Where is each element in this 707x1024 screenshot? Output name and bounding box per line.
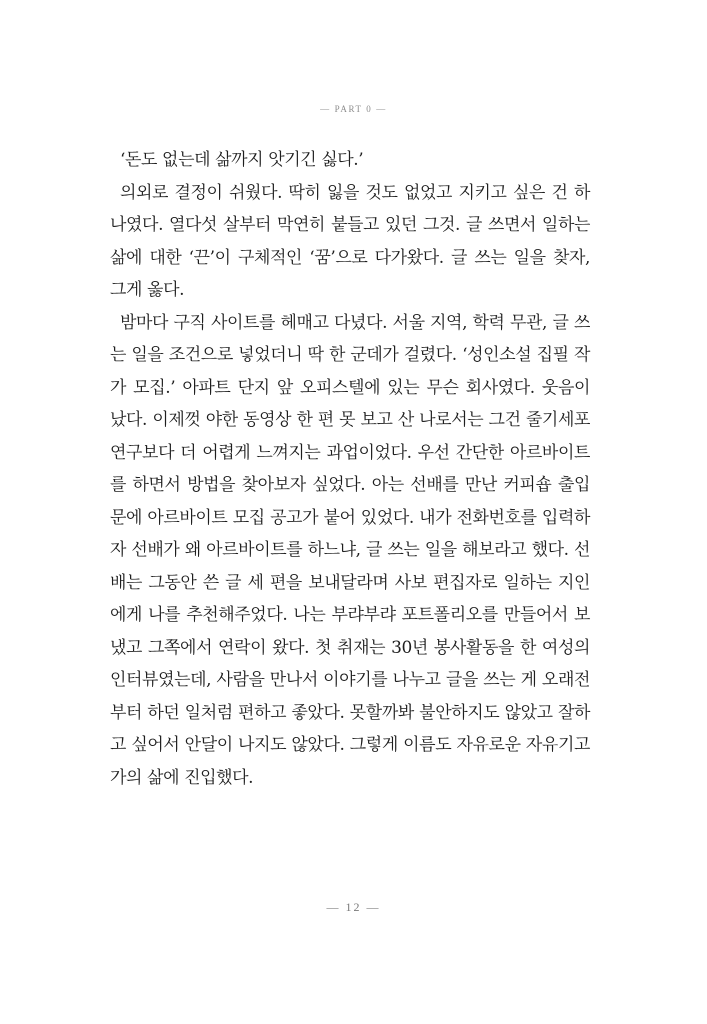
body-text [110,144,590,794]
page-number: — 12 — [326,900,381,914]
running-head: — PART 0 — [320,104,387,114]
body-paragraph: 밤마다 구직 사이트를 헤매고 다녔다. 서울 지역, 학력 무관, 글 쓰는 일을 조건으로 넣었더니 딱 한 군데가 걸렸다. ‘성인소설 집필 작가 모집.’ 아파트 단지 앞 오피스텔에 있는 무슨 회사였다. 웃음이 났다. 이제껏 야한 동영상 한 편 못 보고 산 나로서는 그건 줄기세포 연구보다 더 어렵게 느껴지는 과업이었다. 우선 간단한 아르바이트를 하면서 방법을 찾아보자 싶었다. 아는 선배를 만난 커피숍 출입문에 아르바이트 모집 공고가 붙어 있었다. 내가 전화번호를 입력하자 선배가 왜 아르바이트를 하느냐, 글 쓰는 일을 해보라고 했다. 선배는 그동안 쓴 글 세 편을 보내달라며 사보 편집자로 일하는 지인에게 나를 추천해주었다. 나는 부랴부랴 포트폴리오를 만들어서 보냈고 그쪽에서 연락이 왔다. 첫 취재는 30년 봉사활동을 한 여성의 인터뷰였는데, 사람을 만나서 이야기를 나누고 글을 쓰는 게 오래전부터 하던 일처럼 편하고 좋았다. 못할까봐 불안하지도 않았고 잘하고 싶어서 안달이 나지도 않았다. 그렇게 이름도 자유로운 자유기고가의 삶에 진입했다. [110,312,590,788]
quote-paragraph: ‘돈도 없는데 삶까지 앗기긴 싫다.’ [120,150,364,170]
body-paragraph: 의외로 결정이 쉬웠다. 딱히 잃을 것도 없었고 지키고 싶은 건 하나였다. 열다섯 살부터 막연히 붙들고 있던 그것. 글 쓰면서 일하는 삶에 대한 ‘끈’이 구체적인 ‘꿈’으로 다가왔다. 글 쓰는 일을 찾자, 그게 옳다. [110,182,590,300]
